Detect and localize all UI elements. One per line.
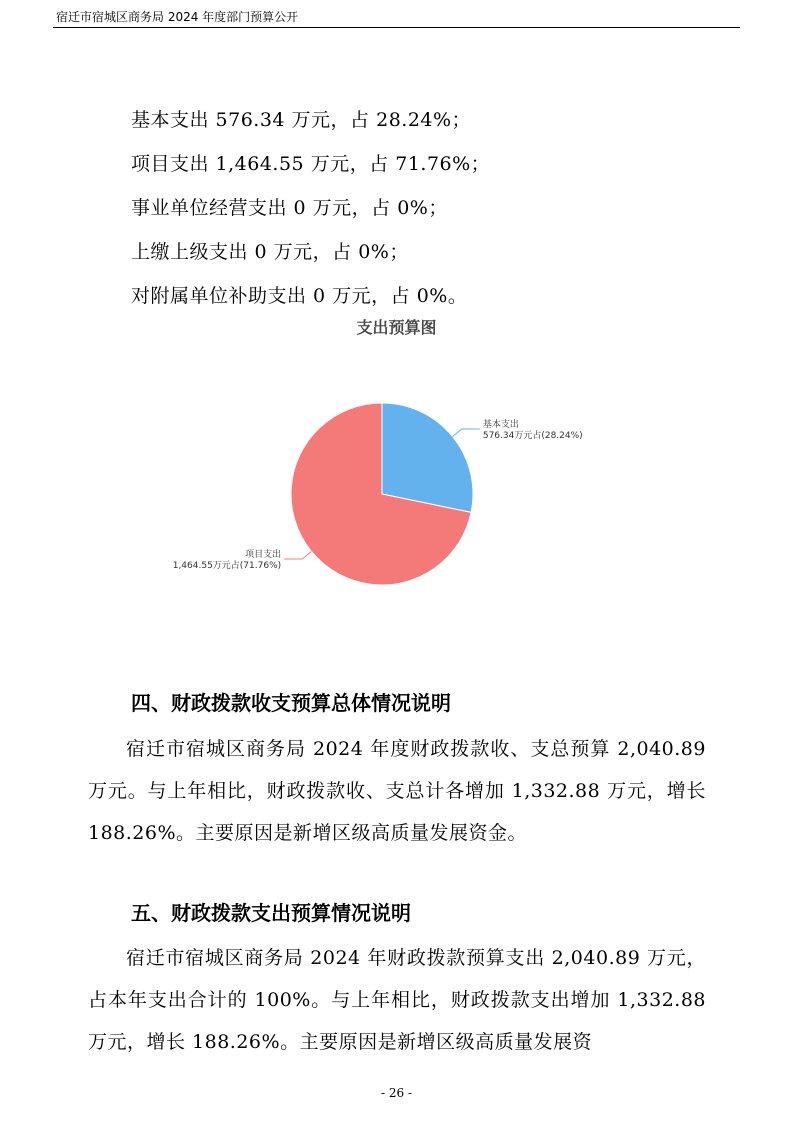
section-paragraph-5: 宿迁市宿城区商务局 2024 年财政拨款预算支出 2,040.89 万元，占本年支出合计的 100%。与上年相比，财政拨款支出增加 1,332.88 万元，增长 188.26%。主要原因是新增区级高质量发展资 <box>88 947 706 1053</box>
pie-leader-0 <box>453 429 480 437</box>
pie-leader-1 <box>284 551 311 559</box>
section-heading-4: 四、财政拨款收支预算总体情况说明 <box>131 691 451 715</box>
expenditure-item-superior: 上缴上级支出 0 万元，占 0%； <box>131 241 409 263</box>
expenditure-item-subsidiary: 对附属单位补助支出 0 万元，占 0%。 <box>131 285 468 307</box>
pie-label-name-1: 项目支出 <box>245 550 282 561</box>
section-paragraph-4: 宿迁市宿城区商务局 2024 年度财政拨款收、支总预算 2,040.89 万元。与上年相比，财政拨款收、支总计各增加 1,332.88 万元，增长 188.26%。主要原因是新增区级高质量发展资金。 <box>88 738 706 844</box>
expenditure-item-business: 事业单位经营支出 0 万元，占 0%； <box>131 197 448 219</box>
expenditure-item-basic: 基本支出 576.34 万元，占 28.24%； <box>131 109 472 131</box>
pie-label-value-0: 576.34万元占(28.24%) <box>482 430 583 441</box>
pie-label-name-0: 基本支出 <box>482 419 519 430</box>
chart-title: 支出预算图 <box>356 318 437 337</box>
pie-label-value-1: 1,464.55万元占(71.76%) <box>172 561 282 572</box>
pie-slice-0 <box>382 403 473 512</box>
expenditure-item-project: 项目支出 1,464.55 万元，占 71.76%； <box>131 153 491 175</box>
section-heading-5: 五、财政拨款支出预算情况说明 <box>131 901 411 925</box>
page-number: - 26 - <box>380 1086 412 1100</box>
running-header: 宿迁市宿城区商务局 2024 年度部门预算公开 <box>56 10 299 24</box>
